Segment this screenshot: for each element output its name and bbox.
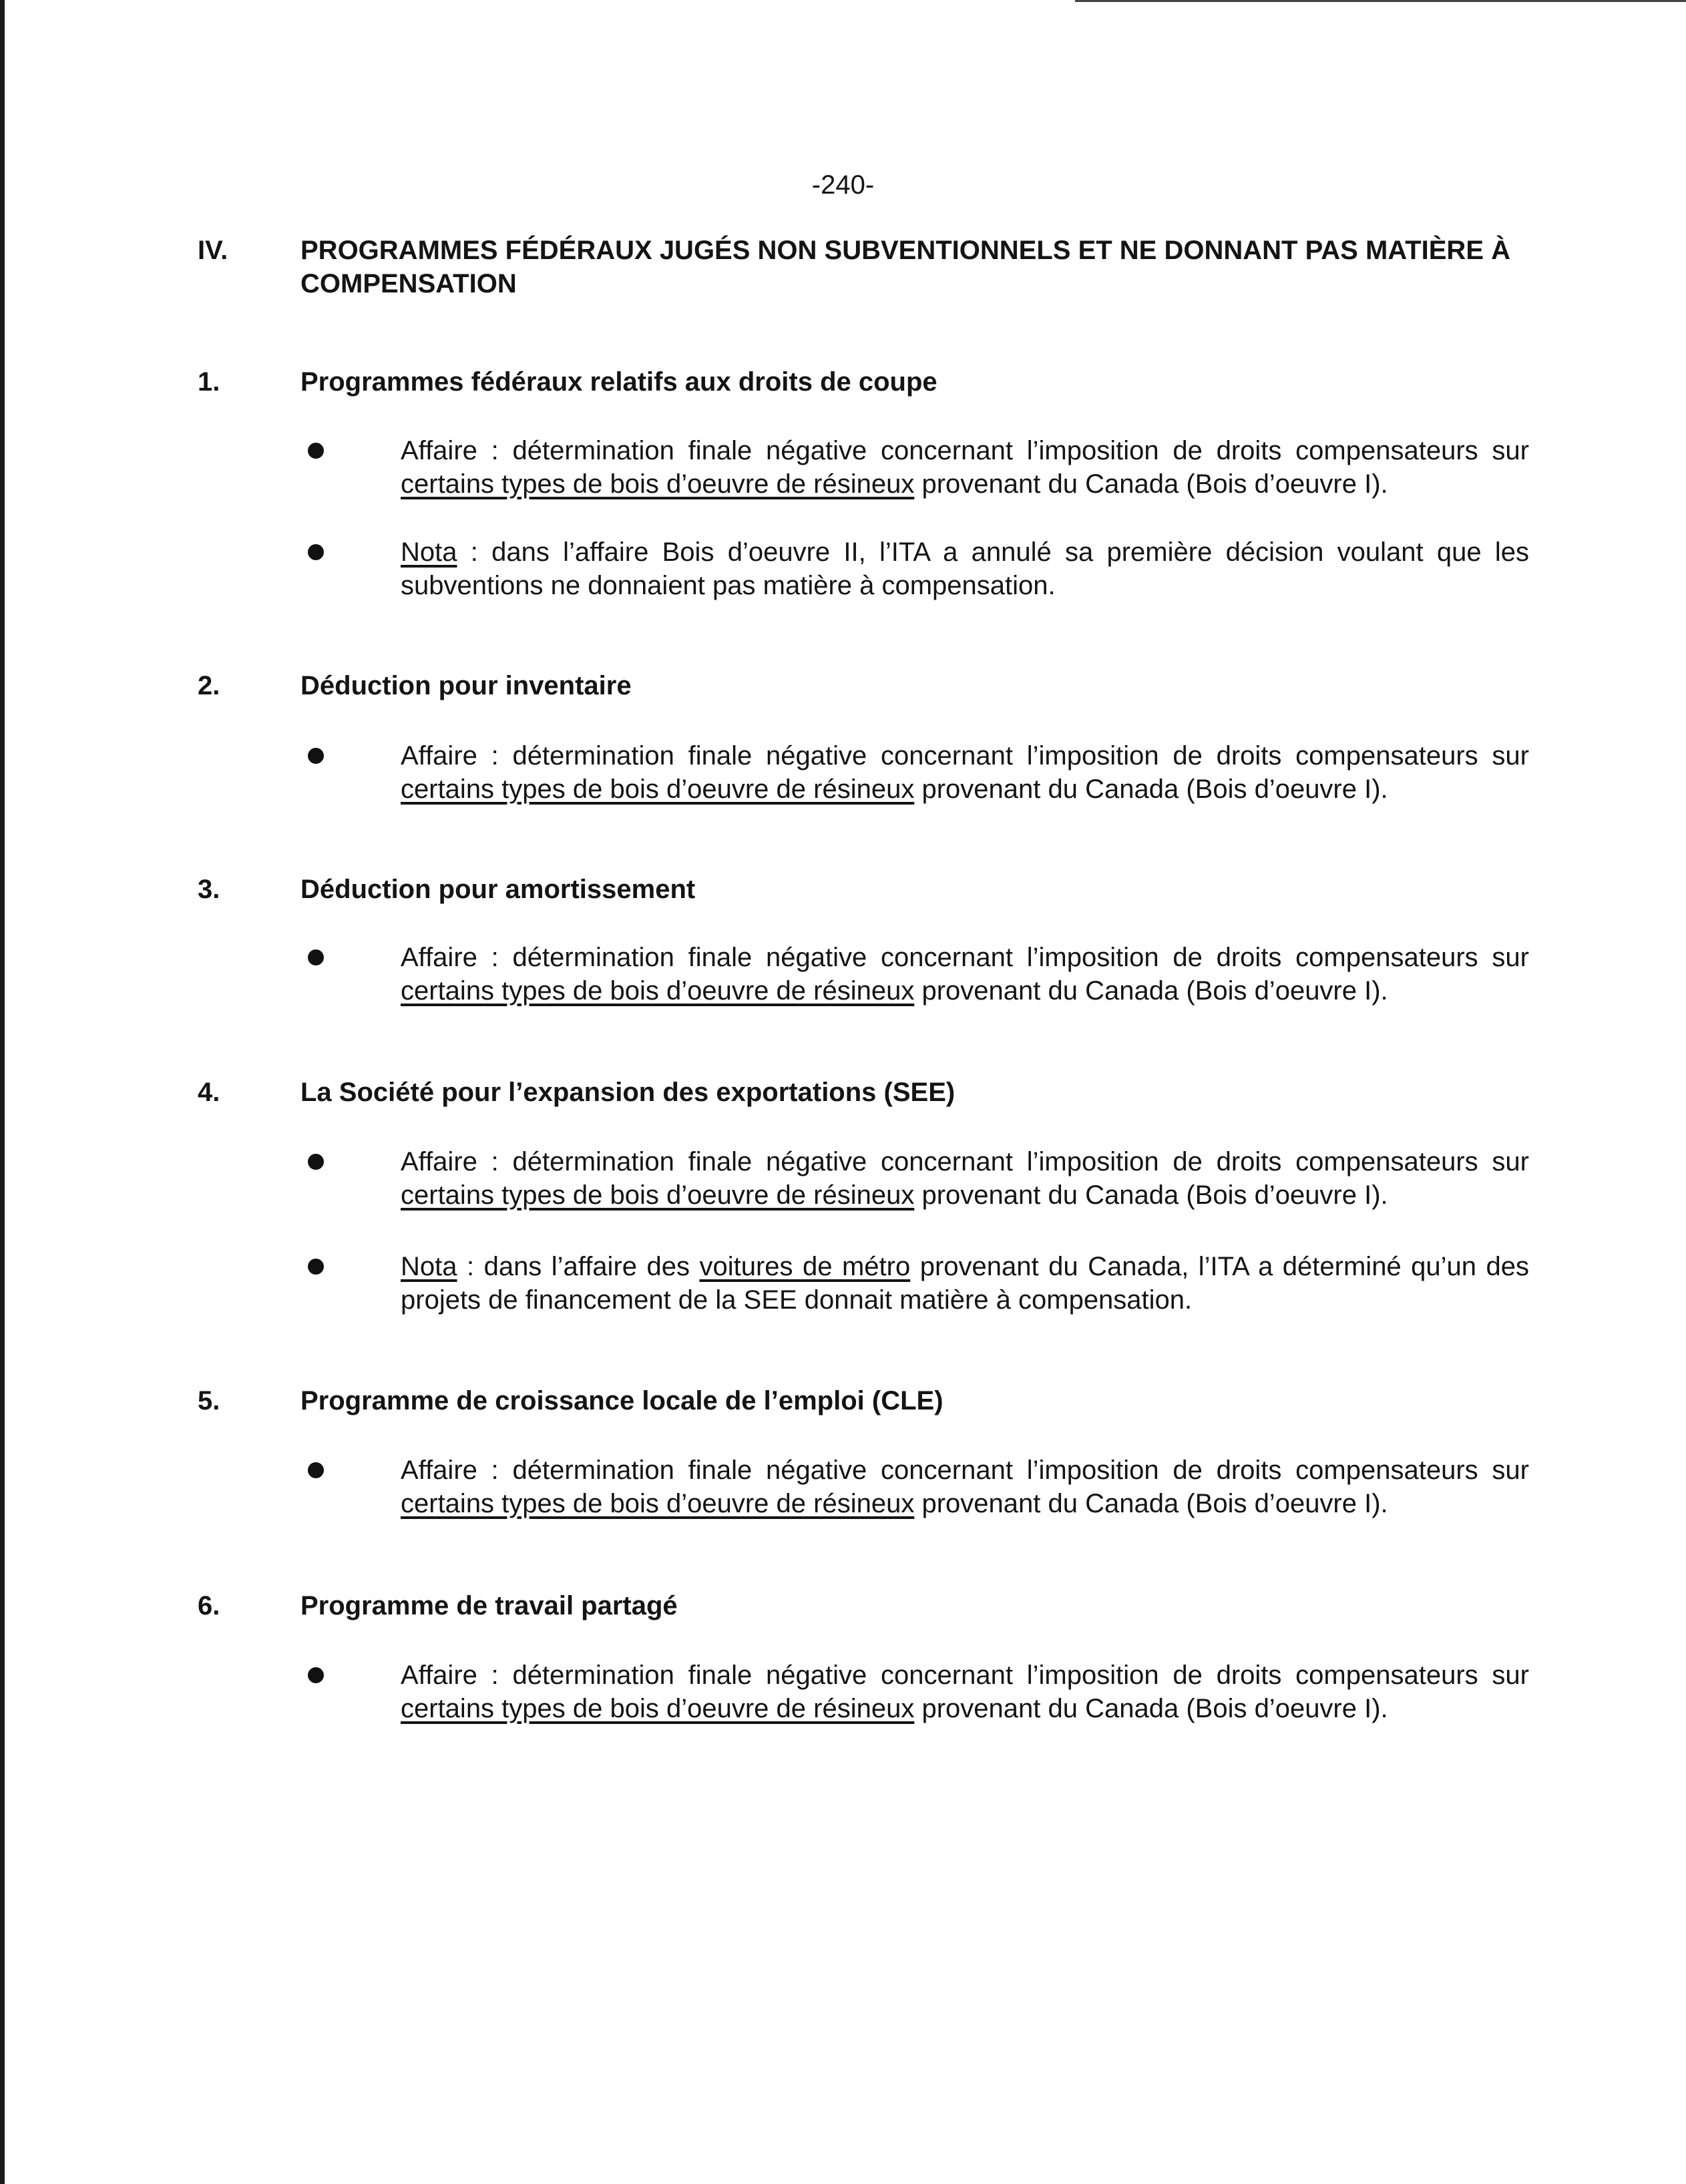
affaire-text-pre: Affaire : détermination finale négative concernant l’imposition de droits compensateurs sur <box>401 943 1529 972</box>
bullet-icon <box>308 1462 324 1478</box>
nota-text <box>401 1250 1529 1317</box>
affaire-text-post: provenant du Canada (Bois d’oeuvre I). <box>914 1489 1388 1518</box>
affaire-text <box>401 1659 1529 1725</box>
affaire-text <box>401 1145 1529 1212</box>
item-title: Programme de travail partagé <box>300 1591 678 1620</box>
item-title: Programmes fédéraux relatifs aux droits de coupe <box>300 367 937 397</box>
nota-product-underlined: voitures de métro <box>699 1252 911 1281</box>
item-number: 5. <box>198 1386 220 1415</box>
item-title: Déduction pour inventaire <box>300 671 632 700</box>
affaire-text-pre: Affaire : détermination finale négative concernant l’imposition de droits compensateurs sur <box>401 1147 1529 1176</box>
item-number: 4. <box>198 1078 220 1107</box>
item-title: Déduction pour amortissement <box>300 875 696 904</box>
nota-text-pre: : dans l’affaire des <box>457 1252 700 1281</box>
affaire-text-pre: Affaire : détermination finale négative concernant l’imposition de droits compensateurs sur <box>401 741 1529 771</box>
page-top-rule <box>1075 0 1686 2</box>
bullet-icon <box>308 544 324 560</box>
affaire-text <box>401 434 1529 501</box>
affaire-text <box>401 739 1529 806</box>
nota-text-post: provenant du Canada, l’ITA a déterminé qu’un des projets de financement de la SEE donnait matière à compensation. <box>401 1252 1530 1315</box>
affaire-text <box>401 1454 1529 1520</box>
page-left-border <box>0 0 5 2184</box>
item-number: 1. <box>198 367 220 397</box>
affaire-product-underlined: certains types de bois d’oeuvre de résineux <box>401 1694 915 1723</box>
bullet-icon <box>308 1667 324 1683</box>
bullet-icon <box>308 748 324 764</box>
affaire-text-pre: Affaire : détermination finale négative concernant l’imposition de droits compensateurs sur <box>401 1661 1529 1690</box>
affaire-text-post: provenant du Canada (Bois d’oeuvre I). <box>914 976 1388 1006</box>
bullet-icon <box>308 443 324 459</box>
bullet-icon <box>308 1154 324 1170</box>
nota-label: Nota <box>401 1252 457 1281</box>
affaire-product-underlined: certains types de bois d’oeuvre de résineux <box>401 775 915 804</box>
affaire-text-pre: Affaire : détermination finale négative concernant l’imposition de droits compensateurs sur <box>401 1456 1529 1485</box>
section-number: IV. <box>198 236 228 265</box>
bullet-icon <box>308 949 324 965</box>
affaire-product-underlined: certains types de bois d’oeuvre de résineux <box>401 469 915 499</box>
affaire-text <box>401 941 1529 1008</box>
item-number: 2. <box>198 671 220 700</box>
affaire-product-underlined: certains types de bois d’oeuvre de résineux <box>401 1489 915 1518</box>
section-title: PROGRAMMES FÉDÉRAUX JUGÉS NON SUBVENTIONNELS ET NE DONNANT PAS MATIÈRE À COMPENSATION <box>300 236 1510 298</box>
page-number: -240- <box>811 170 875 200</box>
affaire-text-pre: Affaire : détermination finale négative concernant l’imposition de droits compensateurs sur <box>401 436 1529 465</box>
item-number: 6. <box>198 1591 220 1620</box>
item-title: La Société pour l’expansion des exportations (SEE) <box>300 1078 956 1107</box>
nota-text <box>401 535 1529 602</box>
nota-label: Nota <box>401 537 457 567</box>
affaire-text-post: provenant du Canada (Bois d’oeuvre I). <box>914 775 1388 804</box>
affaire-product-underlined: certains types de bois d’oeuvre de résineux <box>401 1180 915 1210</box>
nota-text-pre: : dans l’affaire Bois d’oeuvre II, l’ITA a annulé sa première décision voulant que les subventions ne donnaient pas matière à compensation. <box>401 537 1529 600</box>
affaire-text-post: provenant du Canada (Bois d’oeuvre I). <box>914 469 1388 499</box>
affaire-text-post: provenant du Canada (Bois d’oeuvre I). <box>914 1180 1388 1210</box>
bullet-icon <box>308 1259 324 1275</box>
item-number: 3. <box>198 875 220 904</box>
affaire-product-underlined: certains types de bois d’oeuvre de résineux <box>401 976 915 1006</box>
affaire-text-post: provenant du Canada (Bois d’oeuvre I). <box>914 1694 1388 1723</box>
item-title: Programme de croissance locale de l’emploi (CLE) <box>300 1386 943 1415</box>
